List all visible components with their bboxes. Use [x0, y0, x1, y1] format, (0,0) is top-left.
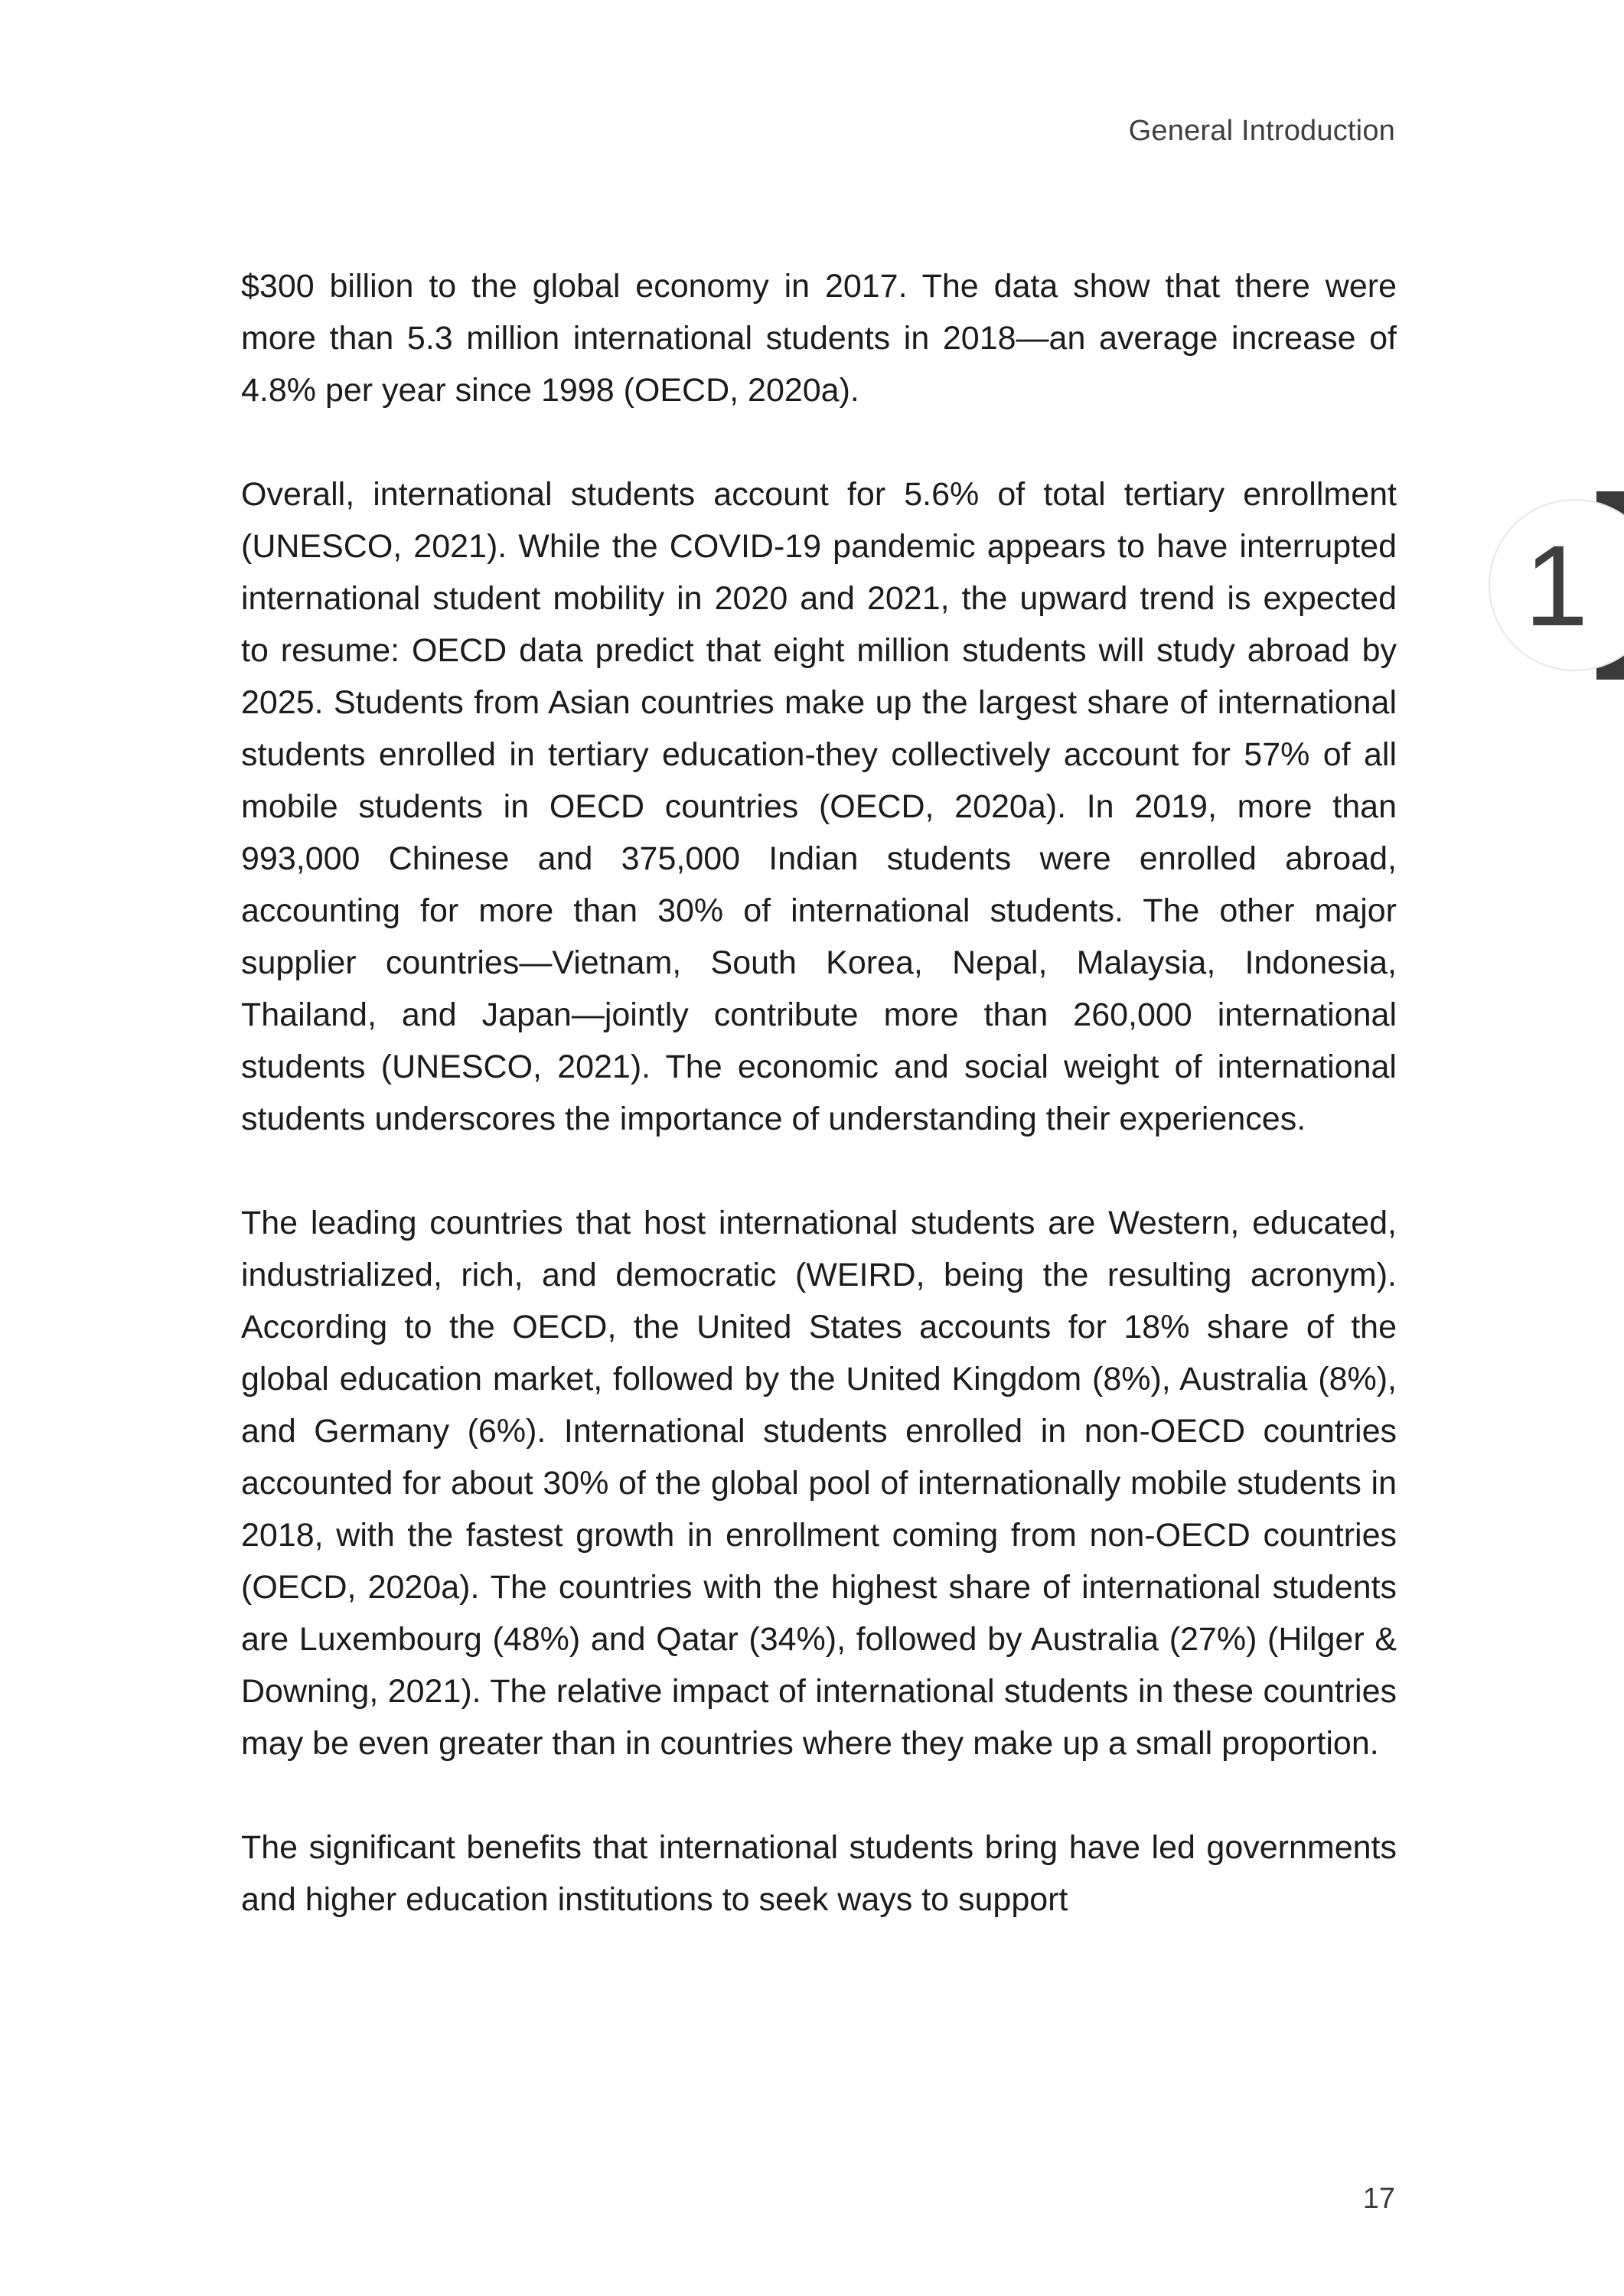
paragraph-3: The leading countries that host international students are Western, educated, industrialized, rich, and democratic (WEIRD, being the resulting acronym). According to the OECD, the United States accounts for 18% share of the global education market, followed by the United Kingdom (8%), Australia (8%), and Germany (6%). International students enrolled in non-OECD countries accounted for about 30% of the global pool of internationally mobile students in 2018, with the fastest growth in enrollment coming from non-OECD countries (OECD, 2020a). The countries with the highest share of international students are Luxembourg (48%) and Qatar (34%), followed by Australia (27%) (Hilger & Downing, 2021). The relative impact of international students in these countries may be even greater than in countries where they make up a small proportion. — [241, 1205, 1397, 1762]
chapter-number: 1 — [1524, 520, 1589, 650]
paragraph-4: The significant benefits that international students bring have led governments and higher education institutions to seek ways to support — [241, 1829, 1397, 1918]
paragraph-2: Overall, international students account for 5.6% of total tertiary enrollment (UNESCO, 2021). While the COVID-19 pandemic appears to have interrupted international student mobility in 2020 and 2021, the upward trend is expected to resume: OECD data predict that eight million students will study abroad by 2025. Students from Asian countries make up the largest share of international students enrolled in tertiary education-they collectively account for 57% of all mobile students in OECD countries (OECD, 2020a). In 2019, more than 993,000 Chinese and 375,000 Indian students were enrolled abroad, accounting for more than 30% of international students. The other major supplier countries—Vietnam, South Korea, Nepal, Malaysia, Indonesia, Thailand, and Japan—jointly contribute more than 260,000 international students (UNESCO, 2021). The economic and social weight of international students underscores the importance of understanding their experiences. — [241, 476, 1397, 1137]
body-text — [241, 260, 1397, 1926]
running-header: General Introduction — [1128, 115, 1395, 147]
page-number: 17 — [1362, 2183, 1395, 2215]
paragraph-1: $300 billion to the global economy in 2017. The data show that there were more than 5.3 million international students in 2018—an average increase of 4.8% per year since 1998 (OECD, 2020a). — [241, 268, 1397, 409]
